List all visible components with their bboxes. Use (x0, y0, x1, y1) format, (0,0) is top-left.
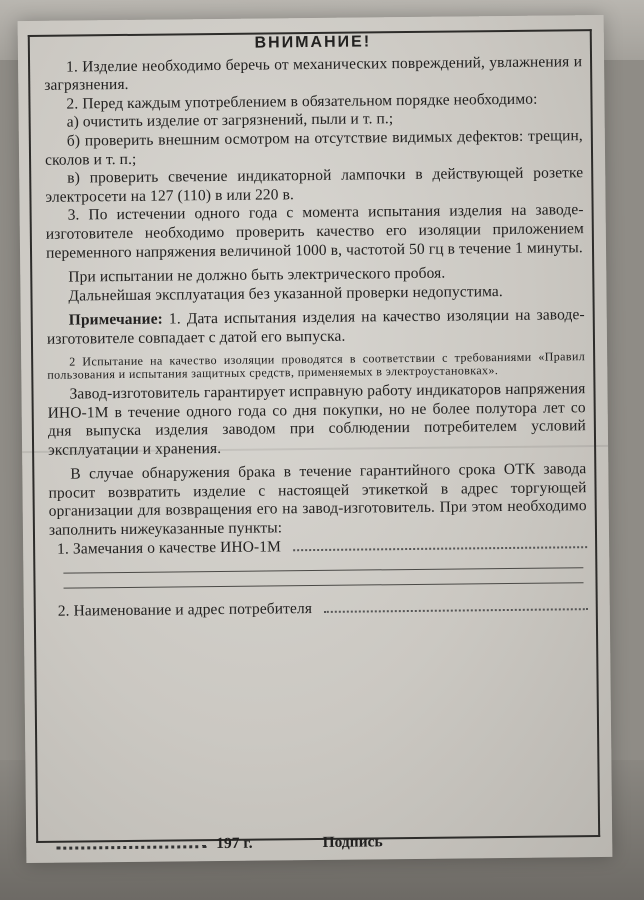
date-fill (56, 837, 206, 850)
paragraph-2: 2. Перед каждым употреблением в обязательном порядке необходимо: (66, 90, 538, 113)
document-body (44, 31, 588, 621)
document-heading: ВНИМАНИЕ! (254, 33, 372, 52)
item-a: а) очистить изделие от загрязнений, пыли и т. п.; (66, 110, 394, 131)
warranty-paragraph: Завод-изготовитель гарантирует исправную работу индикаторов напряжения ИНО-1М в течение одного года со дня покупки, но не более полутора лет со дня выпуска изделия заводом при соблюдении потребителем условий эксплуатации и хранения. (47, 380, 586, 459)
fill-line-1 (63, 567, 583, 573)
defect-paragraph: В случае обнаружения брака в течение гарантийного срока ОТК завода просит возвратить изделие с настоящей этикеткой в адрес торгующей организации для возвращения его на завод-изготовитель. При этом необходимо заполнить нижеуказанные пункты: (48, 460, 587, 539)
note-1 (47, 306, 585, 349)
paragraph-1: 1. Изделие необходимо беречь от механических повреждений, увлажнения и загрязнения. (44, 52, 583, 95)
signature-row (56, 831, 576, 854)
year-label: 197 г. (216, 834, 253, 853)
frame-left-line (28, 35, 38, 843)
note-1-text: 1. Дата испытания изделия на качество изоляции на заводе-изготовителе совпадает с датой его выпуска. (46, 306, 585, 348)
field-quality-remarks-fill (293, 536, 587, 551)
fill-line-2 (64, 582, 584, 588)
paper-sheet (18, 15, 613, 863)
note-2: 2 Испытание на качество изоляции проводятся в соответствии с требованиями «Правил пользования и испытания защитных средств, применяемых в электроустановках». (47, 348, 586, 382)
note-label: Примечание: (68, 310, 163, 329)
field-consumer-address-fill (324, 598, 588, 613)
paragraph-5: Дальнейшая эксплуатация без указанной проверки недопустима. (68, 282, 503, 305)
field-quality-remarks-label: 1. Замечания о качестве ИНО-1М (57, 538, 282, 558)
field-consumer-address-label: 2. Наименование и адрес потребителя (57, 600, 313, 620)
field-consumer-address (58, 597, 588, 621)
signature-label: Подпись (322, 833, 383, 851)
paragraph-3: 3. По истечении одного года с момента испытания изделия на заводе-изготовителе необходимо проверить качество его изоляции приложением переменного напряжения величиной 1000 в, частотой 50 гц в течение 1 минуты. (45, 201, 584, 262)
paragraph-4: При испытании не должно быть электрического пробоя. (68, 264, 446, 286)
item-v: в) проверить свечение индикаторной лампочки в действующей розетке электросети на 127 (110) в или 220 в. (45, 164, 584, 206)
frame-right-line (590, 29, 600, 837)
item-b: б) проверить внешним осмотром на отсутствие видимых дефектов: трещин, сколов и т. п.; (44, 127, 583, 169)
